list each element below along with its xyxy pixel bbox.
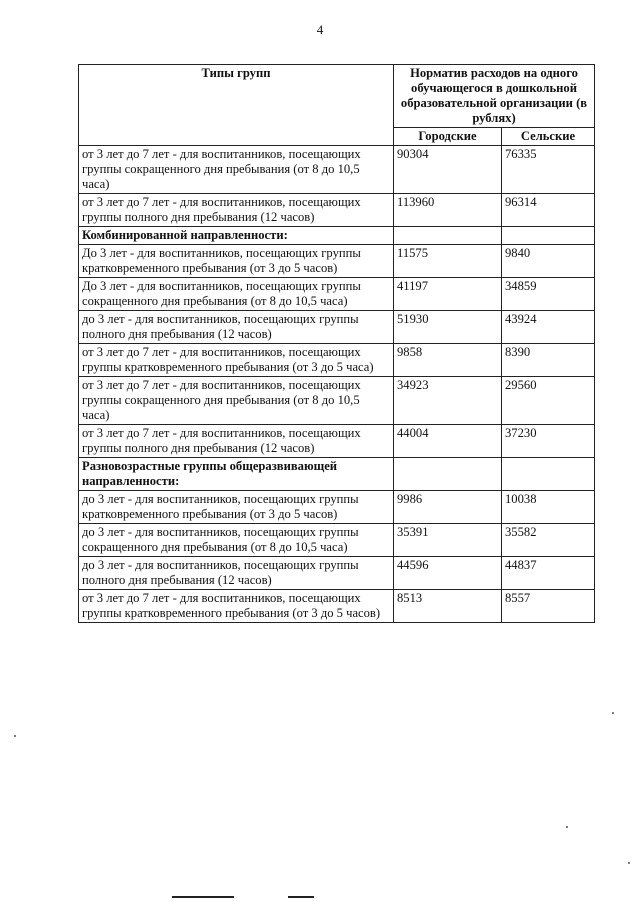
group-type-cell: до 3 лет - для воспитанников, посещающих группы кратковременного пребывания (от 3 до 5 часов) bbox=[79, 491, 394, 524]
urban-value-cell: 113960 bbox=[394, 194, 502, 227]
table-row bbox=[79, 146, 595, 194]
urban-value-cell: 9858 bbox=[394, 344, 502, 377]
table-row bbox=[79, 524, 595, 557]
urban-value-cell: 34923 bbox=[394, 377, 502, 425]
rural-value-cell: 43924 bbox=[502, 311, 595, 344]
urban-value-cell: 9986 bbox=[394, 491, 502, 524]
table-row bbox=[79, 377, 595, 425]
section-title: Комбинированной направленности: bbox=[79, 227, 394, 245]
rural-value-cell: 76335 bbox=[502, 146, 595, 194]
group-type-cell: до 3 лет - для воспитанников, посещающих группы полного дня пребывания (12 часов) bbox=[79, 311, 394, 344]
table-header bbox=[79, 65, 595, 146]
rural-value-cell: 8390 bbox=[502, 344, 595, 377]
section-row bbox=[79, 227, 595, 245]
rural-value-cell: 29560 bbox=[502, 377, 595, 425]
header-norm-expenses: Норматив расходов на одного обучающегося в дошкольной образовательной организации (в рублях) bbox=[394, 65, 595, 128]
group-type-cell: от 3 лет до 7 лет - для воспитанников, посещающих группы кратковременного пребывания (от 3 до 5 часов) bbox=[79, 590, 394, 623]
urban-value-cell: 44004 bbox=[394, 425, 502, 458]
group-type-cell: от 3 лет до 7 лет - для воспитанников, посещающих группы кратковременного пребывания (от 3 до 5 часа) bbox=[79, 344, 394, 377]
rural-value-cell: 8557 bbox=[502, 590, 595, 623]
header-group-types: Типы групп bbox=[79, 65, 394, 146]
table-row bbox=[79, 344, 595, 377]
scan-speck bbox=[566, 826, 568, 828]
urban-value-cell: 11575 bbox=[394, 245, 502, 278]
rural-value-cell bbox=[502, 227, 595, 245]
group-type-cell: от 3 лет до 7 лет - для воспитанников, посещающих группы полного дня пребывания (12 часов) bbox=[79, 425, 394, 458]
table-body bbox=[79, 146, 595, 623]
urban-value-cell: 41197 bbox=[394, 278, 502, 311]
rural-value-cell: 34859 bbox=[502, 278, 595, 311]
urban-value-cell bbox=[394, 227, 502, 245]
table-row bbox=[79, 245, 595, 278]
group-type-cell: до 3 лет - для воспитанников, посещающих группы полного дня пребывания (12 часов) bbox=[79, 557, 394, 590]
group-type-cell: от 3 лет до 7 лет - для воспитанников, посещающих группы сокращенного дня пребывания (от 8 до 10,5 часа) bbox=[79, 146, 394, 194]
table-row bbox=[79, 590, 595, 623]
rural-value-cell: 96314 bbox=[502, 194, 595, 227]
group-type-cell: До 3 лет - для воспитанников, посещающих группы кратковременного пребывания (от 3 до 5 часов) bbox=[79, 245, 394, 278]
urban-value-cell bbox=[394, 458, 502, 491]
scan-speck bbox=[628, 862, 630, 864]
footer-stroke bbox=[172, 896, 234, 898]
rural-value-cell: 37230 bbox=[502, 425, 595, 458]
header-rural: Сельские bbox=[502, 128, 595, 146]
group-type-cell: до 3 лет - для воспитанников, посещающих группы сокращенного дня пребывания (от 8 до 10,5 часа) bbox=[79, 524, 394, 557]
rural-value-cell bbox=[502, 458, 595, 491]
table-row bbox=[79, 311, 595, 344]
urban-value-cell: 8513 bbox=[394, 590, 502, 623]
group-type-cell: от 3 лет до 7 лет - для воспитанников, посещающих группы полного дня пребывания (12 часов) bbox=[79, 194, 394, 227]
rural-value-cell: 35582 bbox=[502, 524, 595, 557]
urban-value-cell: 90304 bbox=[394, 146, 502, 194]
group-type-cell: от 3 лет до 7 лет - для воспитанников, посещающих группы сокращенного дня пребывания (от 8 до 10,5 часа) bbox=[79, 377, 394, 425]
header-urban: Городские bbox=[394, 128, 502, 146]
table-row bbox=[79, 278, 595, 311]
group-type-cell: До 3 лет - для воспитанников, посещающих группы сокращенного дня пребывания (от 8 до 10,5 часа) bbox=[79, 278, 394, 311]
table-row bbox=[79, 557, 595, 590]
urban-value-cell: 51930 bbox=[394, 311, 502, 344]
rural-value-cell: 9840 bbox=[502, 245, 595, 278]
rural-value-cell: 44837 bbox=[502, 557, 595, 590]
footer-stroke bbox=[288, 896, 314, 898]
section-title: Разновозрастные группы общеразвивающей направленности: bbox=[79, 458, 394, 491]
scan-speck bbox=[14, 735, 16, 737]
norms-table bbox=[78, 64, 595, 623]
table-row bbox=[79, 194, 595, 227]
page-number: 4 bbox=[316, 22, 324, 37]
section-row bbox=[79, 458, 595, 491]
scan-speck bbox=[612, 712, 614, 714]
table-row bbox=[79, 425, 595, 458]
urban-value-cell: 44596 bbox=[394, 557, 502, 590]
urban-value-cell: 35391 bbox=[394, 524, 502, 557]
table-row bbox=[79, 491, 595, 524]
rural-value-cell: 10038 bbox=[502, 491, 595, 524]
